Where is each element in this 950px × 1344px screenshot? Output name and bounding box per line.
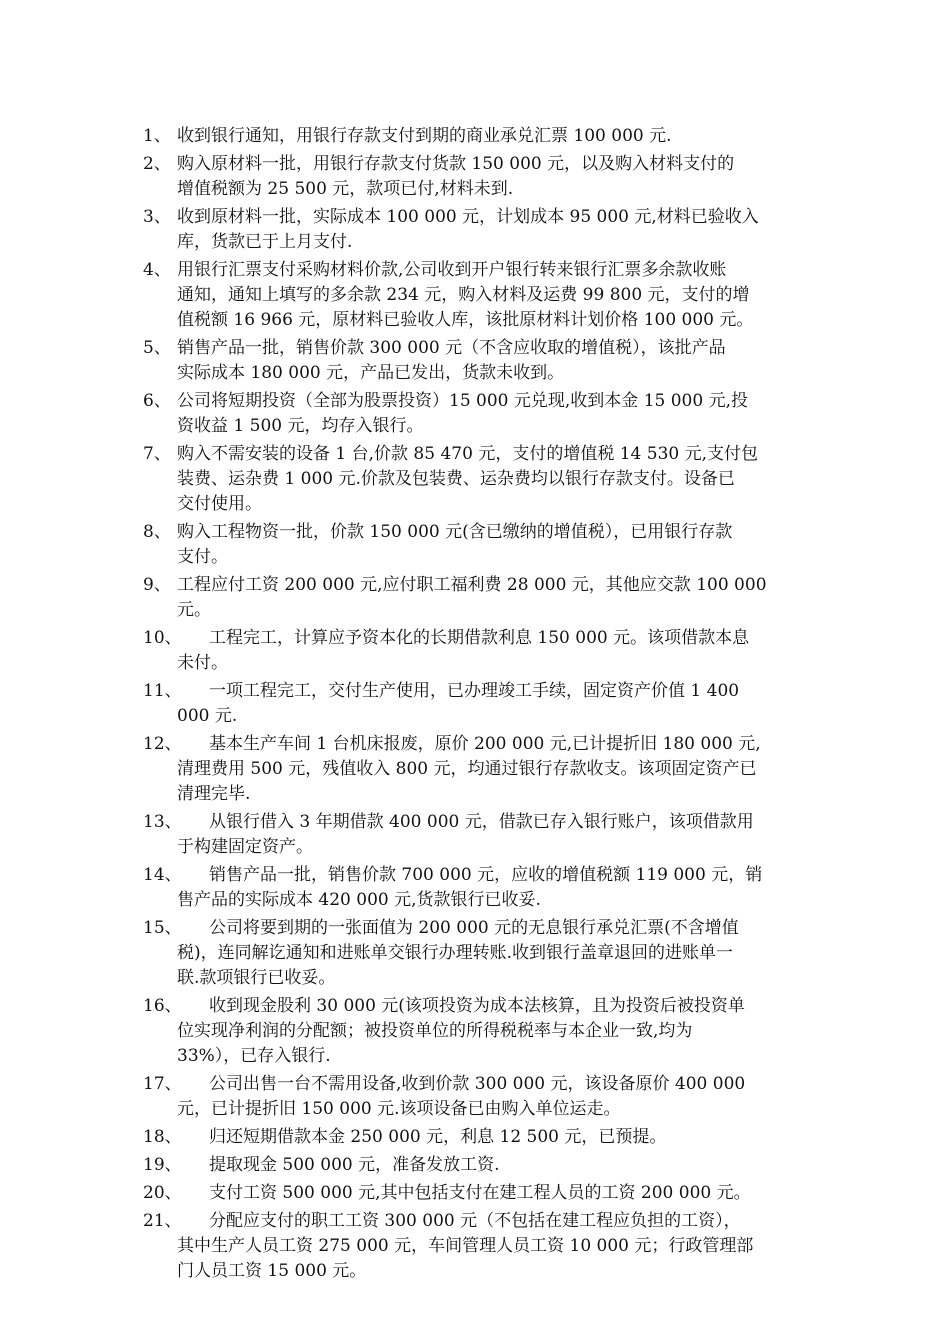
item-text-line: 税)，连同解讫通知和进账单交银行办理转账.收到银行盖章退回的进账单一: [177, 943, 734, 963]
item-text-line: 联.款项银行已收妥。: [177, 968, 336, 988]
item-text-line: 实际成本 180 000 元，产品已发出，货款未收到。: [177, 363, 565, 383]
item-number: 16、: [143, 996, 182, 1016]
item-text-line: 一项工程完工，交付生产使用，已办理竣工手续，固定资产价值 1 400: [209, 681, 740, 701]
transaction-item: [143, 916, 811, 991]
transaction-item: [143, 152, 811, 202]
item-text: [209, 1181, 811, 1206]
item-text: [177, 626, 811, 676]
item-number: 15、: [143, 918, 182, 938]
transaction-item: [143, 442, 811, 517]
item-text: [177, 916, 811, 991]
item-text-line: 基本生产车间 1 台机床报废，原价 200 000 元,已计提折旧 180 000 元,: [209, 734, 761, 754]
item-text: [177, 573, 811, 623]
item-text-line: 值税额 16 966 元，原材料已验收人库，该批原材料计划价格 100 000 元。: [177, 310, 754, 330]
item-text: [177, 124, 811, 149]
item-text: [177, 863, 811, 913]
transaction-item: [143, 1153, 811, 1178]
item-text-line: 通知，通知上填写的多余款 234 元，购入材料及运费 99 800 元，支付的增: [177, 285, 750, 305]
item-text-line: 公司将短期投资（全部为股票投资）15 000 元兑现,收到本金 15 000 元,投: [177, 391, 748, 411]
item-number: 18、: [143, 1127, 182, 1147]
transaction-item: [143, 573, 811, 623]
transaction-item: [143, 258, 811, 333]
item-text-line: 分配应支付的职工工资 300 000 元（不包括在建工程应负担的工资），: [209, 1211, 741, 1231]
item-number: 17、: [143, 1074, 182, 1094]
item-text-line: 归还短期借款本金 250 000 元，利息 12 500 元，已预提。: [209, 1127, 667, 1147]
item-text: [177, 732, 811, 807]
item-text-line: 清理完毕.: [177, 784, 251, 804]
item-text: [177, 258, 811, 333]
item-number: 12、: [143, 734, 182, 754]
item-number: 14、: [143, 865, 182, 885]
item-number: 11、: [143, 681, 182, 701]
item-text-line: 元，已计提折旧 150 000 元.该项设备已由购入单位运走。: [177, 1099, 621, 1119]
item-text: [177, 994, 811, 1069]
item-text-line: 公司出售一台不需用设备,收到价款 300 000 元，该设备原价 400 000: [209, 1074, 746, 1094]
item-text: [177, 205, 811, 255]
item-number: 1、: [143, 126, 171, 146]
item-text-line: 资收益 1 500 元，均存入银行。: [177, 416, 424, 436]
item-number: 7、: [143, 444, 171, 464]
item-text-line: 于构建固定资产。: [177, 837, 313, 857]
item-text: [177, 389, 811, 439]
item-text: [177, 1072, 811, 1122]
item-number: 6、: [143, 391, 171, 411]
item-number: 8、: [143, 522, 171, 542]
item-text-line: 收到现金股利 30 000 元(该项投资为成本法核算，且为投资后被投资单: [209, 996, 745, 1016]
transaction-item: [143, 994, 811, 1069]
item-text-line: 清理费用 500 元，残值收入 800 元，均通过银行存款收支。该项固定资产已: [177, 759, 757, 779]
item-number: 5、: [143, 338, 171, 358]
item-text-line: 位实现净利润的分配额；被投资单位的所得税税率与本企业一致,均为: [177, 1021, 693, 1041]
item-text-line: 公司将要到期的一张面值为 200 000 元的无息银行承兑汇票(不含增值: [209, 918, 739, 938]
transaction-list: [143, 124, 811, 1287]
transaction-item: [143, 1125, 811, 1150]
item-text-line: 从银行借入 3 年期借款 400 000 元，借款已存入银行账户，该项借款用: [209, 812, 754, 832]
item-text-line: 销售产品一批，销售价款 700 000 元，应收的增值税额 119 000 元，销: [209, 865, 763, 885]
item-text-line: 销售产品一批，销售价款 300 000 元（不含应收取的增值税），该批产品: [177, 338, 726, 358]
item-text-line: 支付。: [177, 547, 228, 567]
item-text: [177, 1209, 811, 1284]
transaction-item: [143, 1181, 811, 1206]
transaction-item: [143, 520, 811, 570]
item-number: 19、: [143, 1155, 182, 1175]
item-text-line: 其中生产人员工资 275 000 元，车间管理人员工资 10 000 元；行政管理部: [177, 1236, 754, 1256]
item-text-line: 元。: [177, 600, 211, 620]
item-text-line: 000 元.: [177, 706, 238, 726]
item-text-line: 工程完工，计算应予资本化的长期借款利息 150 000 元。该项借款本息: [209, 628, 750, 648]
item-number: 21、: [143, 1211, 182, 1231]
item-number: 3、: [143, 207, 171, 227]
item-text: [177, 442, 811, 517]
item-text-line: 用银行汇票支付采购材料价款,公司收到开户银行转来银行汇票多余款收账: [177, 260, 727, 280]
item-text-line: 收到银行通知，用银行存款支付到期的商业承兑汇票 100 000 元.: [177, 126, 672, 146]
item-text-line: 提取现金 500 000 元，准备发放工资.: [209, 1155, 500, 1175]
item-text-line: 购入原材料一批，用银行存款支付货款 150 000 元，以及购入材料支付的: [177, 154, 735, 174]
item-number: 2、: [143, 154, 171, 174]
item-text-line: 装费、运杂费 1 000 元.价款及包装费、运杂费均以银行存款支付。设备已: [177, 469, 735, 489]
item-number: 10、: [143, 628, 182, 648]
item-text-line: 库，货款已于上月支付.: [177, 232, 353, 252]
transaction-item: [143, 205, 811, 255]
item-number: 9、: [143, 575, 171, 595]
item-text-line: 售产品的实际成本 420 000 元,货款银行已收妥.: [177, 890, 541, 910]
item-text: [177, 679, 811, 729]
item-text: [177, 152, 811, 202]
item-number: 20、: [143, 1183, 182, 1203]
transaction-item: [143, 732, 811, 807]
item-text-line: 未付。: [177, 653, 228, 673]
transaction-item: [143, 1072, 811, 1122]
item-text-line: 工程应付工资 200 000 元,应付职工福利费 28 000 元，其他应交款 100 000: [177, 575, 767, 595]
transaction-item: [143, 336, 811, 386]
item-text: [177, 336, 811, 386]
item-text-line: 收到原材料一批，实际成本 100 000 元，计划成本 95 000 元,材料已验收入: [177, 207, 759, 227]
transaction-item: [143, 626, 811, 676]
item-text: [177, 520, 811, 570]
item-text-line: 交付使用。: [177, 494, 262, 514]
item-number: 13、: [143, 812, 182, 832]
item-text-line: 购入工程物资一批，价款 150 000 元(含已缴纳的增值税），已用银行存款: [177, 522, 733, 542]
transaction-item: [143, 863, 811, 913]
item-text: [209, 1153, 811, 1178]
transaction-item: [143, 1209, 811, 1284]
item-text: [177, 810, 811, 860]
transaction-item: [143, 389, 811, 439]
item-number: 4、: [143, 260, 171, 280]
item-text-line: 门人员工资 15 000 元。: [177, 1261, 367, 1281]
transaction-item: [143, 810, 811, 860]
transaction-item: [143, 679, 811, 729]
item-text-line: 支付工资 500 000 元,其中包括支付在建工程人员的工资 200 000 元。: [209, 1183, 751, 1203]
transaction-item: [143, 124, 811, 149]
item-text-line: 增值税额为 25 500 元，款项已付,材料未到.: [177, 179, 514, 199]
item-text: [209, 1125, 811, 1150]
item-text-line: 购入不需安装的设备 1 台,价款 85 470 元，支付的增值税 14 530 元,支付包: [177, 444, 759, 464]
item-text-line: 33%），已存入银行.: [177, 1046, 331, 1066]
